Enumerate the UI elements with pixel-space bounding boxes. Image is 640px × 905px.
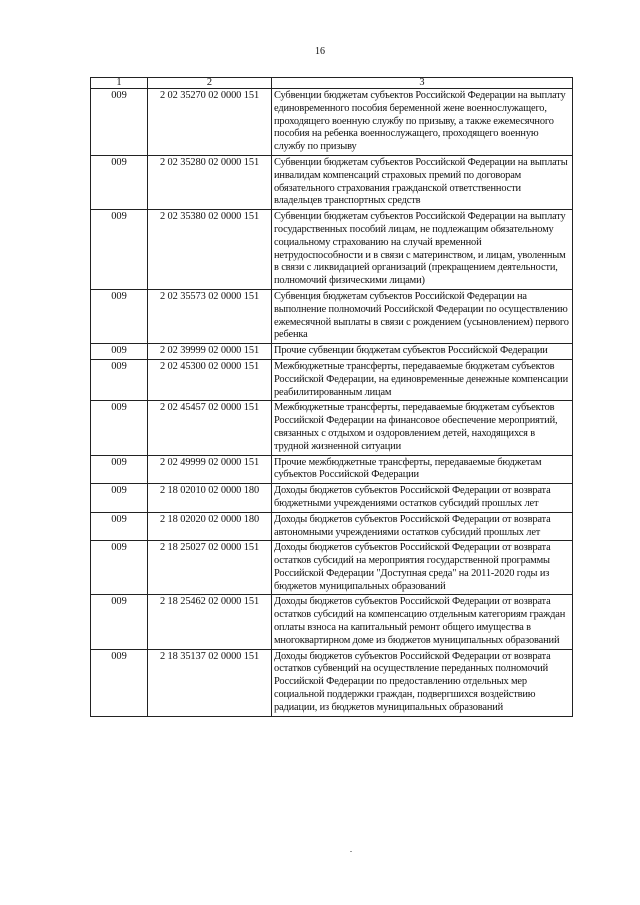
- revenue-name-cell: Доходы бюджетов субъектов Российской Федерации от возврата остатков субвенций на осуществление переданных полномочий Российской Федерации по предоставлению отдельных мер социальной поддержки граждан, подвергшихся воздействию радиации, из бюджетов муниципальных образований: [272, 649, 573, 716]
- admin-code-cell: 009: [91, 541, 148, 595]
- table-row: [91, 455, 573, 484]
- table-header-row: [91, 78, 573, 89]
- revenue-name-cell: Межбюджетные трансферты, передаваемые бюджетам субъектов Российской Федерации на финансовое обеспечение мероприятий, связанных с отдыхом и оздоровлением детей, находящихся в трудной жизненной ситуации: [272, 401, 573, 455]
- budget-code-cell: 2 02 35380 02 0000 151: [148, 210, 272, 290]
- table-row: [91, 401, 573, 455]
- table-row: [91, 210, 573, 290]
- admin-code-cell: 009: [91, 210, 148, 290]
- table-row: [91, 359, 573, 400]
- revenue-name-cell: Субвенции бюджетам субъектов Российской Федерации на выплаты инвалидам компенсаций страховых премий по договорам обязательного страхования гражданской ответственности владельцев транспортных средств: [272, 155, 573, 209]
- admin-code-cell: 009: [91, 344, 148, 360]
- column-header-1: 1: [91, 78, 148, 89]
- table-row: [91, 541, 573, 595]
- revenue-name-cell: Субвенции бюджетам субъектов Российской Федерации на выплату государственных пособий лицам, не подлежащим обязательному социальному страхованию на случай временной нетрудоспособности и в связи с материнством, и лицам, уволенным в связи с ликвидацией организаций (прекращением деятельности, полномочий физическими лицами): [272, 210, 573, 290]
- table-row: [91, 595, 573, 649]
- revenue-name-cell: Межбюджетные трансферты, передаваемые бюджетам субъектов Российской Федерации, на единовременные денежные компенсации реабилитированным лицам: [272, 359, 573, 400]
- table-row: [91, 344, 573, 360]
- budget-code-cell: 2 02 39999 02 0000 151: [148, 344, 272, 360]
- table-row: [91, 512, 573, 541]
- table-row: [91, 484, 573, 513]
- admin-code-cell: 009: [91, 455, 148, 484]
- admin-code-cell: 009: [91, 89, 148, 156]
- budget-code-cell: 2 18 25462 02 0000 151: [148, 595, 272, 649]
- budget-code-cell: 2 02 49999 02 0000 151: [148, 455, 272, 484]
- admin-code-cell: 009: [91, 649, 148, 716]
- table-row: [91, 649, 573, 716]
- budget-code-cell: 2 18 02020 02 0000 180: [148, 512, 272, 541]
- admin-code-cell: 009: [91, 155, 148, 209]
- admin-code-cell: 009: [91, 289, 148, 343]
- admin-code-cell: 009: [91, 595, 148, 649]
- table-row: [91, 289, 573, 343]
- budget-classification-table: [90, 77, 573, 717]
- budget-code-cell: 2 02 35270 02 0000 151: [148, 89, 272, 156]
- column-header-3: 3: [272, 78, 573, 89]
- revenue-name-cell: Субвенции бюджетам субъектов Российской Федерации на выплату единовременного пособия беременной жене военнослужащего, проходящего военную службу по призыву, а также ежемесячного пособия на ребенка военнослужащего, проходящего военную службу по призыву: [272, 89, 573, 156]
- revenue-name-cell: Доходы бюджетов субъектов Российской Федерации от возврата остатков субсидий на компенсацию отдельным категориям граждан оплаты взноса на капитальный ремонт общего имущества в многоквартирном доме из бюджетов муниципальных образований: [272, 595, 573, 649]
- revenue-name-cell: Прочие межбюджетные трансферты, передаваемые бюджетам субъектов Российской Федерации: [272, 455, 573, 484]
- budget-code-cell: 2 02 35280 02 0000 151: [148, 155, 272, 209]
- budget-code-cell: 2 18 02010 02 0000 180: [148, 484, 272, 513]
- admin-code-cell: 009: [91, 484, 148, 513]
- budget-code-cell: 2 02 45457 02 0000 151: [148, 401, 272, 455]
- table-row: [91, 89, 573, 156]
- revenue-name-cell: Доходы бюджетов субъектов Российской Федерации от возврата остатков субсидий на мероприятия государственной программы Российской Федерации "Доступная среда" на 2011-2020 годы из бюджетов муниципальных образований: [272, 541, 573, 595]
- budget-code-cell: 2 18 25027 02 0000 151: [148, 541, 272, 595]
- scan-speck: [350, 851, 352, 852]
- column-header-2: 2: [148, 78, 272, 89]
- admin-code-cell: 009: [91, 359, 148, 400]
- revenue-name-cell: Доходы бюджетов субъектов Российской Федерации от возврата автономными учреждениями остатков субсидий прошлых лет: [272, 512, 573, 541]
- page-number: 16: [315, 46, 325, 57]
- admin-code-cell: 009: [91, 401, 148, 455]
- admin-code-cell: 009: [91, 512, 148, 541]
- revenue-name-cell: Субвенция бюджетам субъектов Российской Федерации на выполнение полномочий Российской Федерации по осуществлению ежемесячной выплаты в связи с рождением (усыновлением) первого ребенка: [272, 289, 573, 343]
- revenue-name-cell: Прочие субвенции бюджетам субъектов Российской Федерации: [272, 344, 573, 360]
- revenue-name-cell: Доходы бюджетов субъектов Российской Федерации от возврата бюджетными учреждениями остатков субсидий прошлых лет: [272, 484, 573, 513]
- budget-code-cell: 2 02 45300 02 0000 151: [148, 359, 272, 400]
- table-row: [91, 155, 573, 209]
- budget-code-cell: 2 02 35573 02 0000 151: [148, 289, 272, 343]
- budget-code-cell: 2 18 35137 02 0000 151: [148, 649, 272, 716]
